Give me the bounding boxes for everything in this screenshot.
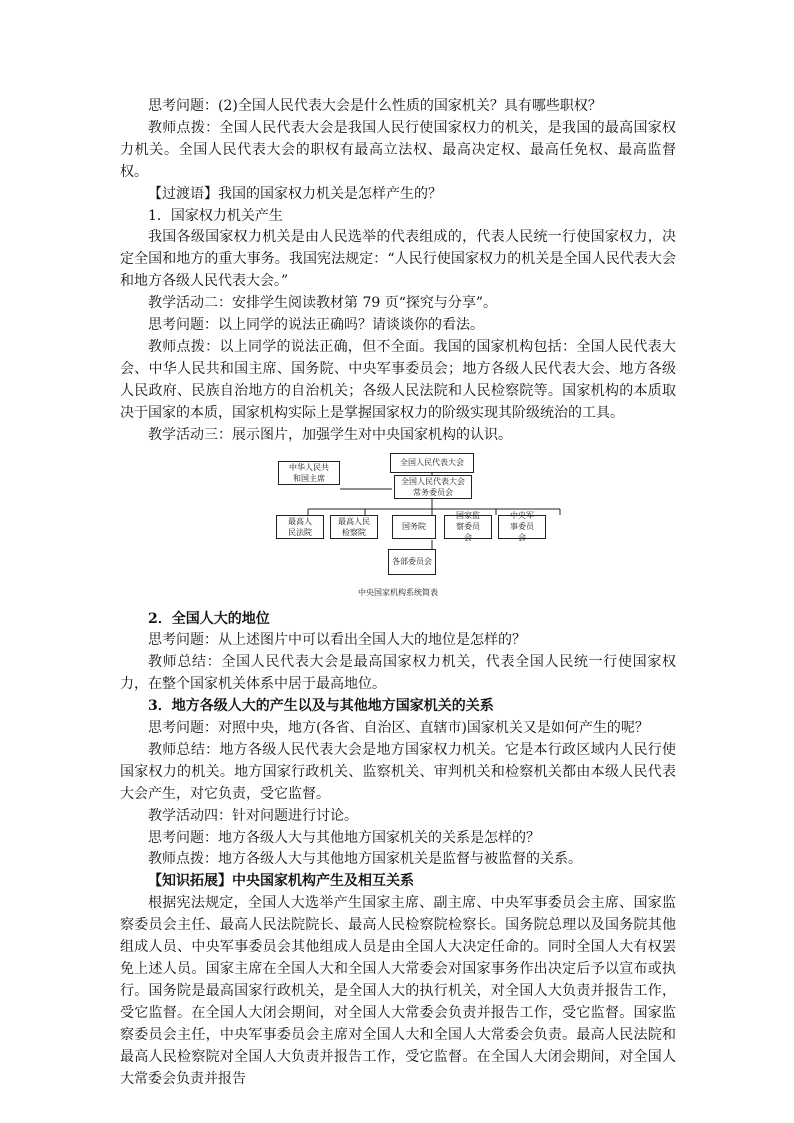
paragraph: 教学活动三：展示图片，加强学生对中央国家机构的认识。 [148,426,512,443]
lead-label: 思考问题： [148,720,218,737]
org-chart [120,449,676,603]
paragraph: 教师点拨：以上同学的说法正确，但不全面。我国的国家机构包括：全国人民代表大会、中华人民共和国主席、国务院、中央军事委员会；地方各级人民代表大会、地方各级人民政府、民族自治地方的自治机关；各级人民法院和人民检察院等。国家机构的本质取决于国家的本质，国家机构实际上是掌握国家权力的阶级实现其阶级统治的工具。 [120,338,676,421]
npc-box: 全国人民代表大会 [390,453,474,473]
section-heading: 3．地方各级人大的产生以及与其他地方国家机关的关系 [148,698,494,715]
paragraph: 思考问题：从上述图片中可以看出全国人大的地位是怎样的？ [148,632,526,649]
paragraph-text: 我国的国家权力机关是怎样产生的？ [218,185,442,202]
lead-label: 教师点拨： [148,338,220,355]
lead-label: 思考问题： [148,829,218,846]
supervision-box: 国家监察委员会 [444,515,492,539]
section-heading: 【知识拓展】中央国家机构产生及相互关系 [148,873,414,890]
paragraph [120,184,676,206]
diagram-caption: 中央国家机构系统简表 [358,587,438,597]
lead-label: 思考问题： [148,98,218,114]
paragraph: 思考问题：以上同学的说法正确吗？请谈谈你的看法。 [148,317,484,334]
state-council-box: 国务院 [392,515,436,539]
paragraph-text: (2)全国人民代表大会是什么性质的国家机关？具有哪些职权？ [218,98,602,114]
paragraph [120,118,676,184]
paragraph: 教师总结：地方各级人民代表大会是地方国家权力机关。它是本行政区域内人民行使国家权力的机关。地方国家行政机关、监察机关、审判机关和检察机关都由本级人民代表大会产生，对它负责，受它监督。 [120,741,676,802]
court-box: 最高人民法院 [276,515,324,539]
lead-label: 教师点拨： [148,851,218,868]
paragraph: 教师总结：全国人民代表大会是最高国家权力机关，代表全国人民统一行使国家权力，在整个国家机关体系中居于最高地位。 [120,654,677,693]
npcsc-box: 全国人民代表大会常务委员会 [394,475,472,499]
section-heading: 1．国家权力机关产生 [148,207,283,224]
paragraph-text: 全国人民代表大会是我国人民行使国家权力的机关，是我国的最高国家权力机关。全国人民代表大会的职权有最高立法权、最高决定权、最高任免权、最高监督权。 [120,119,676,180]
military-box: 中央军事委员会 [498,515,546,539]
paragraph [120,96,676,118]
paragraph: 教师点拨：地方各级人大与其他地方国家机关是监督与被监督的关系。 [148,851,582,868]
ministries-box: 各部委员会 [388,549,436,575]
paragraph: 教学活动二：安排学生阅读教材第 79 页“探究与分享”。 [148,295,498,312]
document-page [120,96,676,1090]
paragraph: 思考问题：地方各级人大与其他地方国家机关的关系是怎样的？ [148,829,540,846]
lead-label: 思考问题： [148,632,218,649]
paragraph: 思考问题：对照中央，地方(各省、自治区、直辖市)国家机关又是如何产生的呢？ [148,720,649,737]
lead-label: 教师总结： [148,741,220,758]
president-box: 中华人民共和国主席 [278,461,340,485]
paragraph: 根据宪法规定，全国人大选举产生国家主席、副主席、中央军事委员会主席、国家监察委员会主任、最高人民法院院长、最高人民检察院检察长。国务院总理以及国务院其他组成人员、中央军事委员会其他组成人员是由全国人大决定任命的。同时全国人大有权罢免上述人员。国家主席在全国人大和全国人大常委会对国家事务作出决定后予以宣布或执行。国务院是最高国家行政机关，是全国人大的执行机关，对全国人大负责并报告工作，受它监督。在全国人大闭会期间，对全国人大常委会负责并报告工作，受它监督。国家监察委员会主任，中央军事委员会主席对全国人大和全国人大常委会负责。最高人民法院和最高人民检察院对全国人大负责并报告工作，受它监督。在全国人大闭会期间，对全国人大常委会负责并报告 [120,895,676,1087]
lead-label: 教师点拨： [148,119,220,136]
paragraph: 教学活动四：针对问题进行讨论。 [148,807,358,824]
paragraph: 我国各级国家权力机关是由人民选举的代表组成的，代表人民统一行使国家权力，决定全国和地方的重大事务。我国宪法规定：“人民行使国家权力的机关是全国人民代表大会和地方各级人民代表大会。” [120,229,676,290]
lead-label: 思考问题： [148,317,218,334]
procuratorate-box: 最高人民检察院 [330,515,378,539]
lead-label: 教师总结： [148,654,222,671]
lead-label: 【过渡语】 [148,185,218,202]
section-heading: 2．全国人大的地位 [148,610,270,627]
